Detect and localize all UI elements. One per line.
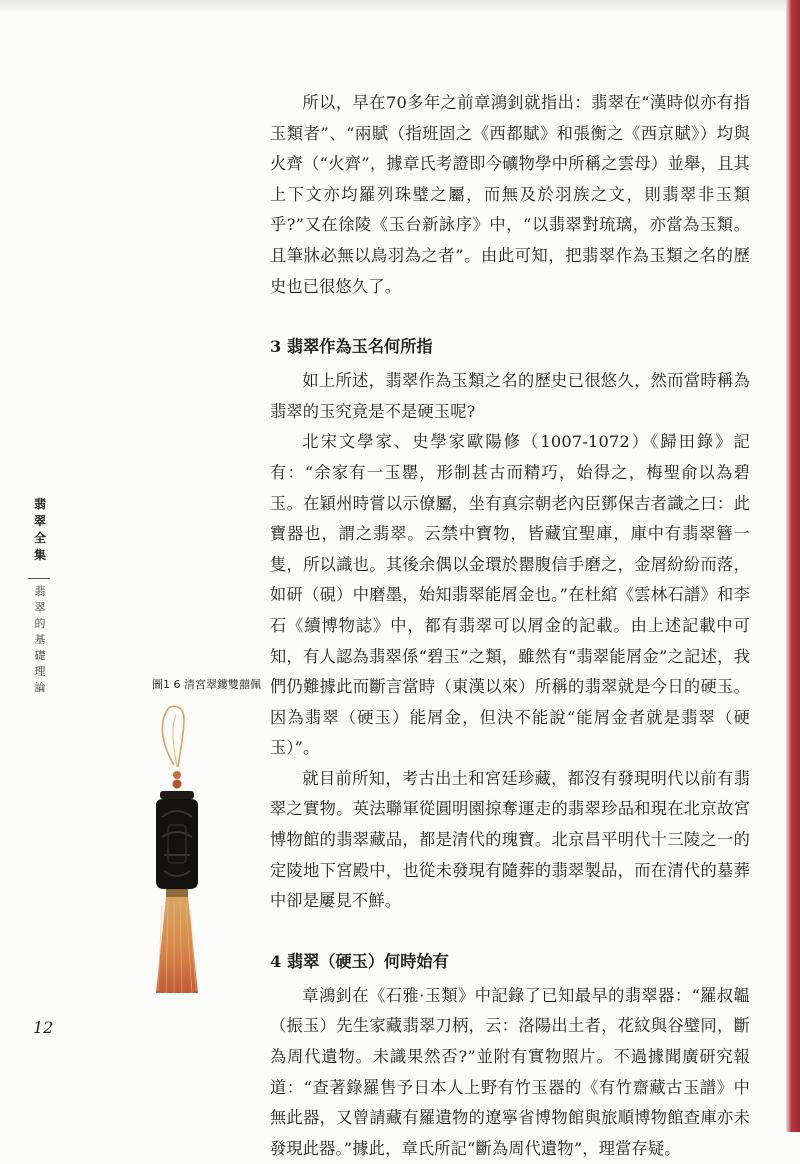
side-tab-title: 翡翠全集 xyxy=(33,497,46,562)
section-3-paragraph: 就目前所知，考古出土和宮廷珍藏，都沒有發現明代以前有翡翠之實物。英法聯軍從圓明園掠奪運走的翡翠珍品和現在北京故宮博物館的翡翠藏品，都是清代的瑰寶。北京昌平明代十三陵之一的定陵地下宮殿中，也從未發現有隨葬的翡翠製品，而在清代的墓葬中卻是屢見不鮮。 xyxy=(270,768,750,911)
figure-caption: 圖1 6 清宮翠鏤雙囍佩 xyxy=(152,678,261,691)
section-4-heading: 4 翡翠（硬玉）何時始有 xyxy=(270,951,449,971)
section-3-paragraph: 如上所述，翡翠作為玉類之名的歷史已很悠久，然而當時稱為翡翠的玉究竟是不是硬玉呢? xyxy=(270,371,750,421)
book-edge xyxy=(786,0,800,1132)
section-3-paragraph: 北宋文學家、史學家歐陽修（1007-1072）《歸田錄》記有：“余家有一玉罌，形制甚古而精巧，始得之，梅聖俞以為碧玉。在穎州時嘗以示僚屬，坐有真宗朝老內臣鄧保吉者識之曰：此寶器也，謂之翡翠。云禁中寶物，皆藏宜聖庫，庫中有翡翠簪一隻，所以識也。其後余偶以金環於罌腹信手磨之，金屑紛紛而落，如研（硯）中磨墨，始知翡翠能屑金也。”在杜綰《雲林石譜》和李石《續博物誌》中，都有翡翠可以屑金的記載。由上述記載中可知，有人認為翡翠係“碧玉”之類，雖然有“翡翠能屑金”之記述，我們仍難據此而斷言當時（東漢以來）所稱的翡翠就是今日的硬玉。因為翡翠（硬玉）能屑金，但決不能說“能屑金者就是翡翠（硬玉）”。 xyxy=(270,432,750,758)
side-tab-subtitle: 翡翠的基礎理論 xyxy=(34,585,46,694)
page-top-shadow xyxy=(0,0,800,14)
main-text-column xyxy=(270,88,750,1164)
page-number: 12 xyxy=(33,1018,54,1037)
section-3-heading: 3 翡翠作為玉名何所指 xyxy=(270,337,433,357)
side-tab-divider xyxy=(28,578,50,579)
section-4-paragraph: 章鴻釗在《石雅·玉類》中記錄了已知最早的翡翠器：“羅叔韞（振玉）先生家藏翡翠刀柄，云：洛陽出土者，花紋與谷璧同，斷為周代遺物。未識果然否?”並附有實物照片。不過據聞廣研究報道：“查著錄羅售予日本人上野有竹玉器的《有竹齋藏古玉譜》中無此器，又曾請藏有羅遺物的遼寧省博物館與旅順博物館查庫亦未發現此器。”據此，章氏所記“斷為周代遺物”，理當存疑。 xyxy=(270,985,750,1158)
intro-paragraph: 所以，早在70多年之前章鴻釗就指出：翡翠在“漢時似亦有指玉類者”、“兩賦（指班固之《西都賦》和張衡之《西京賦》）均與火齊（“火齊”，據章氏考證即今礦物學中所稱之雲母）並舉，且其上下文亦均羅列珠璧之屬，而無及於羽族之文，則翡翠非玉類乎?”又在徐陵《玉台新詠序》中，“以翡翠對琉璃，亦當為玉類。且筆牀必無以鳥羽為之者”。由此可知，把翡翠作為玉類之名的歷史也已很悠久了。 xyxy=(270,93,750,296)
jade-pendant-figure xyxy=(140,705,216,1001)
